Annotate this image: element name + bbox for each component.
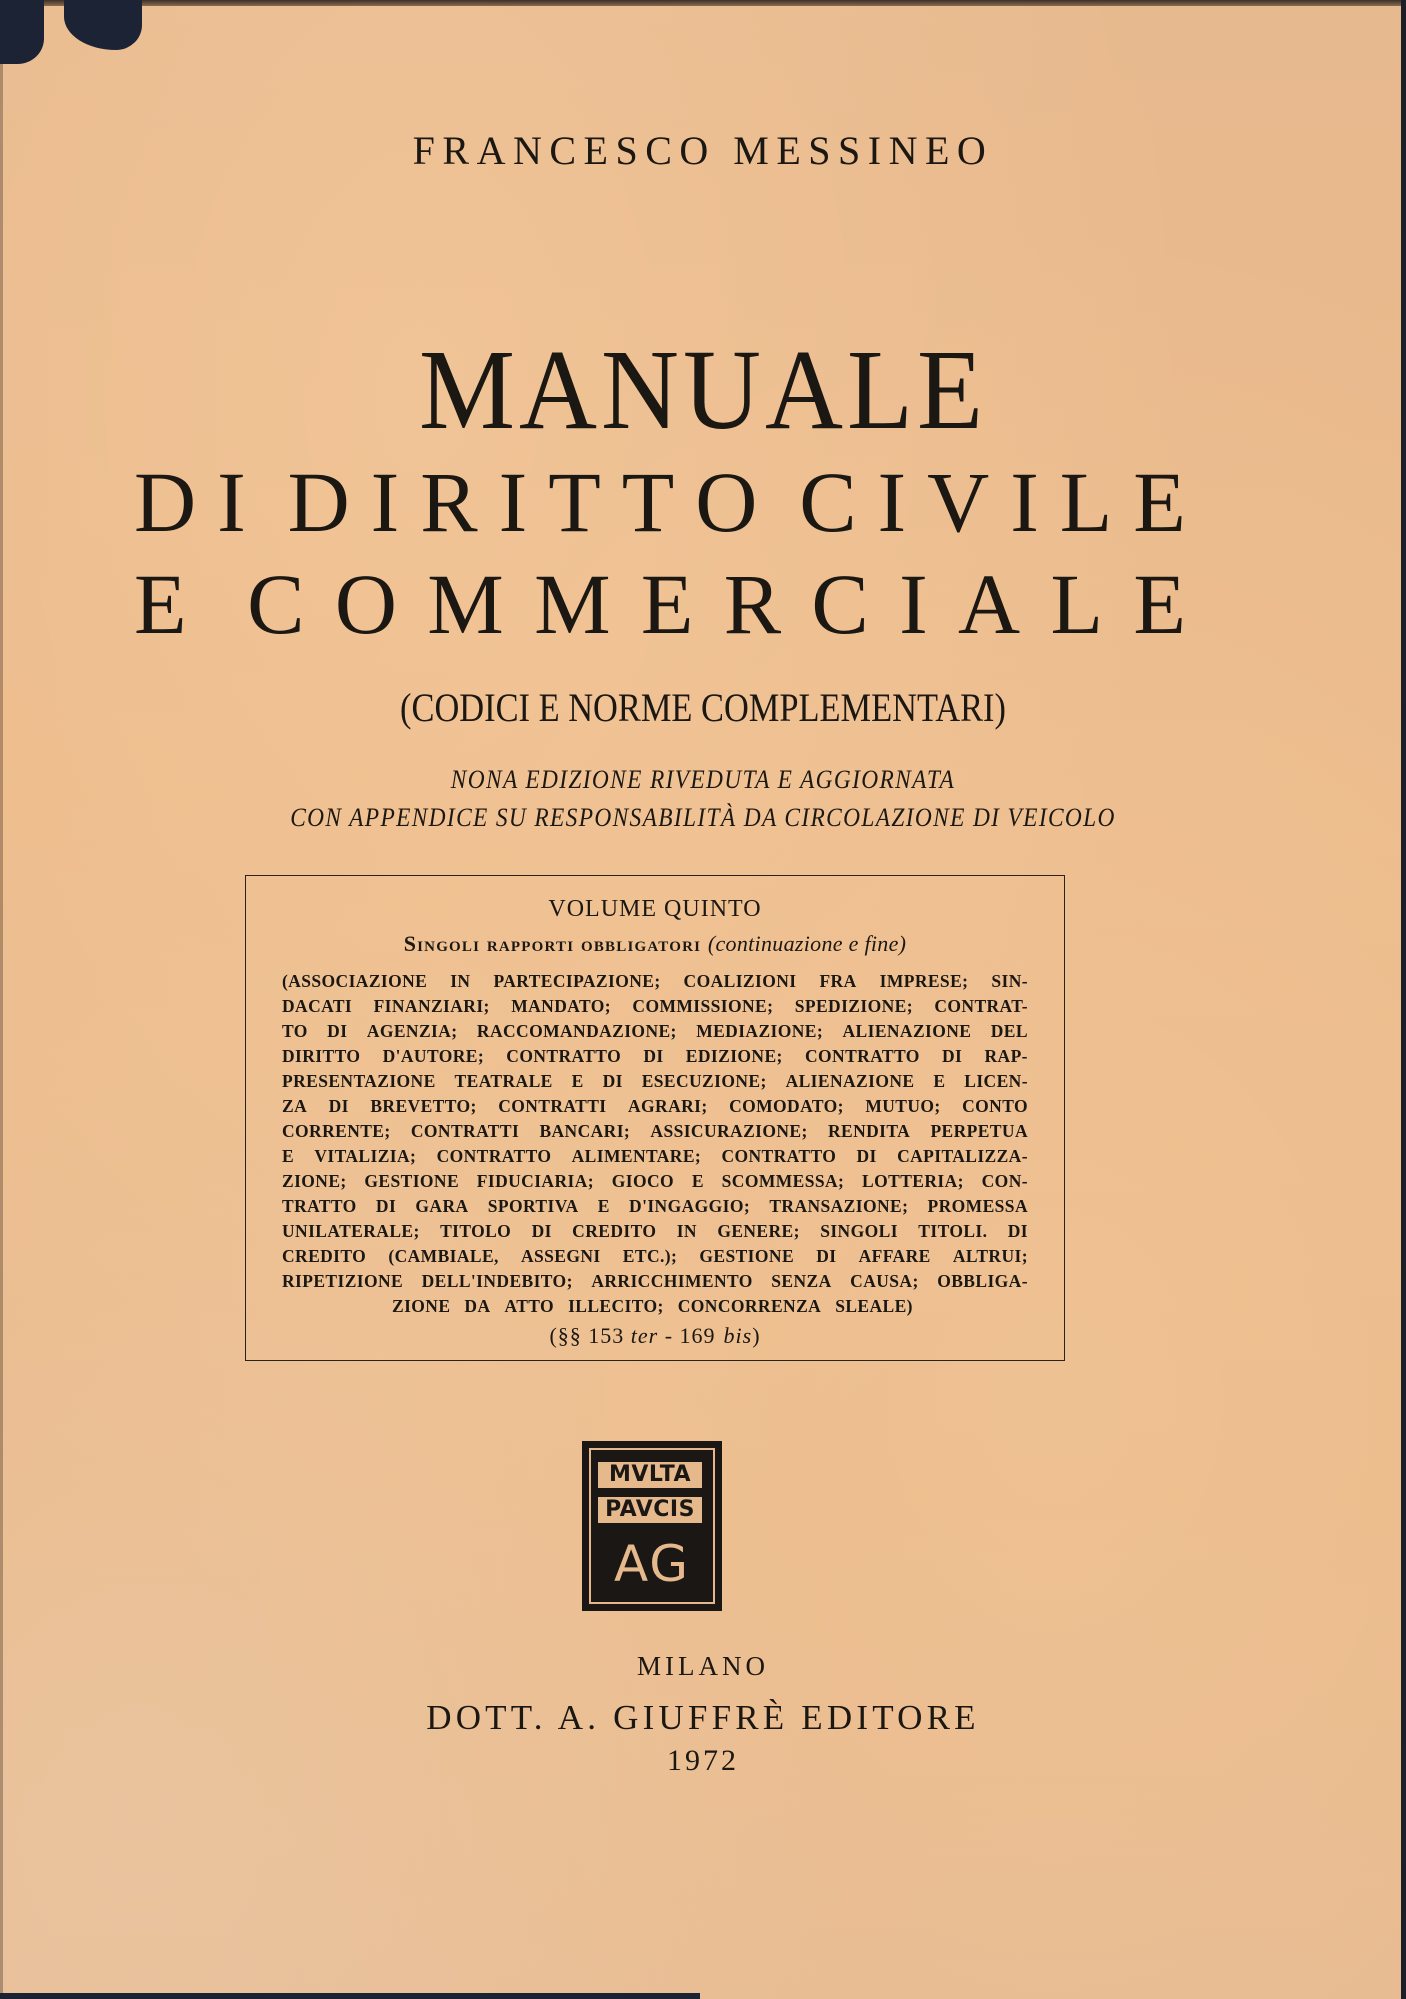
topics-line — [282, 1048, 1028, 1066]
topic-word: TO — [282, 1021, 308, 1041]
topic-word: COALIZIONI — [683, 971, 797, 991]
topic-word: DI — [375, 1196, 397, 1216]
topic-word: SCOMMESSA; — [721, 1171, 845, 1191]
topic-word: ALIENAZIONE — [842, 1021, 972, 1041]
topic-word: ZIONE — [392, 1296, 451, 1316]
title-line-2-letter: T — [621, 454, 675, 550]
topic-word: DA — [464, 1296, 491, 1316]
topic-word: SIN- — [991, 971, 1028, 991]
topic-word: SLEALE) — [835, 1296, 913, 1316]
topic-word: TEATRALE — [454, 1071, 553, 1091]
topic-word: CREDITO — [572, 1221, 657, 1241]
topics-line — [282, 998, 1028, 1016]
topic-word: MEDIAZIONE; — [696, 1021, 824, 1041]
title-line-2-letter: I — [498, 454, 528, 550]
topic-word: DI — [1007, 1221, 1028, 1241]
topic-word: LICEN- — [964, 1071, 1028, 1091]
title-line-1: MANUALE — [419, 327, 987, 454]
topic-word: AGENZIA; — [366, 1021, 458, 1041]
topic-word: VITALIZIA; — [314, 1146, 417, 1166]
title-line-3-letter: E — [134, 556, 187, 652]
bottom-cloth-edge — [0, 1993, 700, 1999]
title-line-2-letter: I — [877, 454, 907, 550]
imprint-publisher: DOTT. A. GIUFFRÈ EDITORE — [426, 1698, 980, 1737]
topic-word: SINGOLI — [820, 1221, 898, 1241]
topic-word: IN — [676, 1221, 697, 1241]
topic-word: DEL — [990, 1021, 1028, 1041]
torn-corner — [64, 0, 142, 50]
topic-word: MANDATO; — [511, 996, 611, 1016]
topic-word: CONTO — [962, 1096, 1028, 1116]
topic-word: LOTTERIA; — [862, 1171, 964, 1191]
topic-word: D'AUTORE; — [382, 1046, 485, 1066]
topic-word: DELL'INDEBITO; — [421, 1271, 573, 1291]
topic-word: ETC.); — [622, 1246, 678, 1266]
edition-line-1: NONA EDIZIONE RIVEDUTA E AGGIORNATA — [450, 765, 956, 794]
topic-word: ALIENAZIONE — [785, 1071, 915, 1091]
topic-word: AGRARI; — [627, 1096, 708, 1116]
imprint-city: MILANO — [637, 1651, 769, 1681]
topics-line — [282, 1098, 1028, 1116]
title-line-2-letter: R — [420, 454, 478, 550]
topic-word: ALIMENTARE; — [571, 1146, 702, 1166]
topics-line — [282, 1273, 1028, 1291]
topic-word: COMODATO; — [729, 1096, 844, 1116]
topic-word: GIOCO — [611, 1171, 675, 1191]
topic-word: GESTIONE — [699, 1246, 795, 1266]
topic-word: TITOLI. — [918, 1221, 988, 1241]
topics-line — [282, 973, 1028, 991]
topic-word: CONTRATTO — [721, 1146, 837, 1166]
title-line-3-letter: C — [247, 556, 305, 652]
topic-word: E — [597, 1196, 610, 1216]
title-line-2-letter: V — [927, 454, 990, 550]
topic-word: RENDITA — [827, 1121, 911, 1141]
topic-word: FINANZIARI; — [373, 996, 490, 1016]
topic-word: DI — [816, 1246, 837, 1266]
topic-word: FRA — [819, 971, 857, 991]
topics-line — [282, 1023, 1028, 1041]
topic-word: CAPITALIZZA- — [897, 1146, 1028, 1166]
topic-word: GENERE; — [717, 1221, 800, 1241]
title-line-3-letter: A — [958, 556, 1021, 652]
topic-word: GESTIONE — [364, 1171, 460, 1191]
topic-word: ILLECITO; — [568, 1296, 664, 1316]
topic-word: CAUSA; — [850, 1271, 919, 1291]
topic-word: DI — [602, 1071, 623, 1091]
topic-word: CONTRAT- — [934, 996, 1028, 1016]
title-line-2-letter: O — [695, 454, 758, 550]
topic-word: ASSEGNI — [520, 1246, 601, 1266]
publisher-logo — [582, 1441, 722, 1611]
topic-word: E — [571, 1071, 584, 1091]
torn-corner — [0, 0, 44, 64]
sections-bis: bis — [723, 1323, 753, 1348]
topic-word: CONTRATTO — [506, 1046, 622, 1066]
title-line-3-letter: L — [1050, 556, 1103, 652]
subtitle: (CODICI E NORME COMPLEMENTARI) — [400, 685, 1006, 730]
volume-label: VOLUME QUINTO — [548, 896, 762, 922]
topic-word: UNILATERALE; — [282, 1221, 420, 1241]
topics-line — [282, 1198, 1028, 1216]
topic-word: ASSICURAZIONE; — [650, 1121, 808, 1141]
subject-note: (continuazione e fine) — [707, 931, 907, 956]
topic-word: FIDUCIARIA; — [476, 1171, 594, 1191]
topic-word: TRANSAZIONE; — [769, 1196, 909, 1216]
topic-word: DI — [327, 1021, 348, 1041]
sections-mid: 169 — [679, 1323, 716, 1348]
topic-word: E — [691, 1171, 704, 1191]
topic-word: COMMISSIONE; — [632, 996, 774, 1016]
topic-word: ZIONE; — [282, 1171, 347, 1191]
topic-word: EDIZIONE; — [685, 1046, 783, 1066]
topic-word: BREVETTO; — [370, 1096, 477, 1116]
logo-plate-1: MVLTA — [598, 1462, 702, 1488]
topic-word: ARRICCHIMENTO — [591, 1271, 753, 1291]
topic-word: RAP- — [984, 1046, 1028, 1066]
topic-word: D'INGAGGIO; — [629, 1196, 751, 1216]
edition-line-2: CON APPENDICE SU RESPONSABILITÀ DA CIRCOLAZIONE DI VEICOLO — [290, 803, 1116, 832]
topics-line — [282, 1223, 1028, 1241]
topic-word: IN — [450, 971, 471, 991]
title-line-3-letter: C — [811, 556, 869, 652]
topic-word: DACATI — [282, 996, 353, 1016]
topic-word: BANCARI; — [539, 1121, 631, 1141]
title-line-2-letter: T — [548, 454, 601, 550]
topic-word: PARTECIPAZIONE; — [493, 971, 661, 991]
topics-line — [282, 1248, 1028, 1266]
topic-word: RIPETIZIONE — [282, 1271, 404, 1291]
topic-word: OBBLIGA- — [937, 1271, 1028, 1291]
title-line-3-letter: M — [534, 556, 611, 652]
topic-word: (ASSOCIAZIONE — [282, 971, 428, 991]
subject-line — [245, 933, 1065, 955]
title-line-2-letter: I — [370, 454, 400, 550]
title-line-3-letter: I — [899, 556, 928, 652]
topic-word: CONTRATTI — [410, 1121, 520, 1141]
title-line-3-letter: M — [427, 556, 504, 652]
topics-line — [282, 1123, 1028, 1141]
sections-open: (§§ 153 — [549, 1323, 625, 1348]
topic-word: SENZA — [771, 1271, 832, 1291]
topic-word: ZA — [282, 1096, 308, 1116]
topic-word: DI — [643, 1046, 664, 1066]
topic-word: CON- — [981, 1171, 1028, 1191]
topics-line — [282, 1173, 1028, 1191]
title-line-2-letter: D — [287, 454, 350, 550]
title-line-3 — [134, 556, 1186, 652]
topic-word: (CAMBIALE, — [388, 1246, 499, 1266]
logo-monogram: AG — [613, 1535, 691, 1593]
topic-word: DIRITTO — [282, 1046, 361, 1066]
topic-word: ESECUZIONE; — [641, 1071, 767, 1091]
topic-word: CONTRATTO — [805, 1046, 920, 1066]
title-line-2-letter: L — [1059, 454, 1113, 550]
subject-text: Singoli rapporti obbligatori — [403, 931, 702, 956]
title-line-2-letter: I — [1010, 454, 1039, 550]
topic-word: AFFARE — [858, 1246, 931, 1266]
logo-plate-2: PAVCIS — [598, 1497, 702, 1523]
title-line-3-letter: E — [640, 556, 694, 652]
sections-ter: ter — [630, 1323, 659, 1348]
title-line-2-letter: E — [1133, 454, 1186, 550]
title-line-2-letter: I — [217, 454, 246, 550]
topic-word: E — [933, 1071, 946, 1091]
topics-line — [282, 1148, 1028, 1166]
topic-word: PRESENTAZIONE — [282, 1071, 436, 1091]
topic-word: PERPETUA — [930, 1121, 1028, 1141]
topic-word: GARA — [415, 1196, 469, 1216]
title-line-3-letter: O — [334, 556, 397, 652]
topic-word: DI — [328, 1096, 349, 1116]
topic-word: PROMESSA — [927, 1196, 1028, 1216]
title-line-2-letter: D — [134, 454, 197, 550]
topic-word: CONTRATTI — [498, 1096, 607, 1116]
topic-word: CONCORRENZA — [677, 1296, 822, 1316]
topic-word: E — [282, 1146, 295, 1166]
topic-word: DI — [531, 1221, 552, 1241]
topic-word: DI — [942, 1046, 963, 1066]
topic-word: DI — [856, 1146, 877, 1166]
topic-word: RACCOMANDAZIONE; — [476, 1021, 677, 1041]
topic-word: CREDITO — [282, 1246, 367, 1266]
topic-word: CORRENTE; — [282, 1121, 391, 1141]
topic-word: ALTRUI; — [952, 1246, 1028, 1266]
topics-line — [392, 1298, 913, 1316]
topic-word: IMPRESE; — [879, 971, 969, 991]
topics-line — [282, 1073, 1028, 1091]
topic-word: SPEDIZIONE; — [794, 996, 913, 1016]
topic-word: TRATTO — [282, 1196, 357, 1216]
title-line-3-letter: E — [1133, 556, 1186, 652]
sections-close: ) — [752, 1323, 761, 1348]
title-line-3-letter: R — [723, 556, 782, 652]
author-name: FRANCESCO MESSINEO — [412, 128, 994, 173]
imprint-year: 1972 — [667, 1744, 739, 1777]
title-line-2 — [134, 454, 1186, 550]
topic-word: MUTUO; — [865, 1096, 941, 1116]
sections-range — [245, 1325, 1065, 1347]
top-edge — [0, 0, 1406, 6]
topic-word: SPORTIVA — [487, 1196, 579, 1216]
topic-word: CONTRATTO — [436, 1146, 552, 1166]
topic-word: ATTO — [504, 1296, 555, 1316]
topic-word: TITOLO — [440, 1221, 512, 1241]
sections-dash: - — [664, 1323, 674, 1348]
title-line-2-letter: C — [799, 454, 857, 550]
